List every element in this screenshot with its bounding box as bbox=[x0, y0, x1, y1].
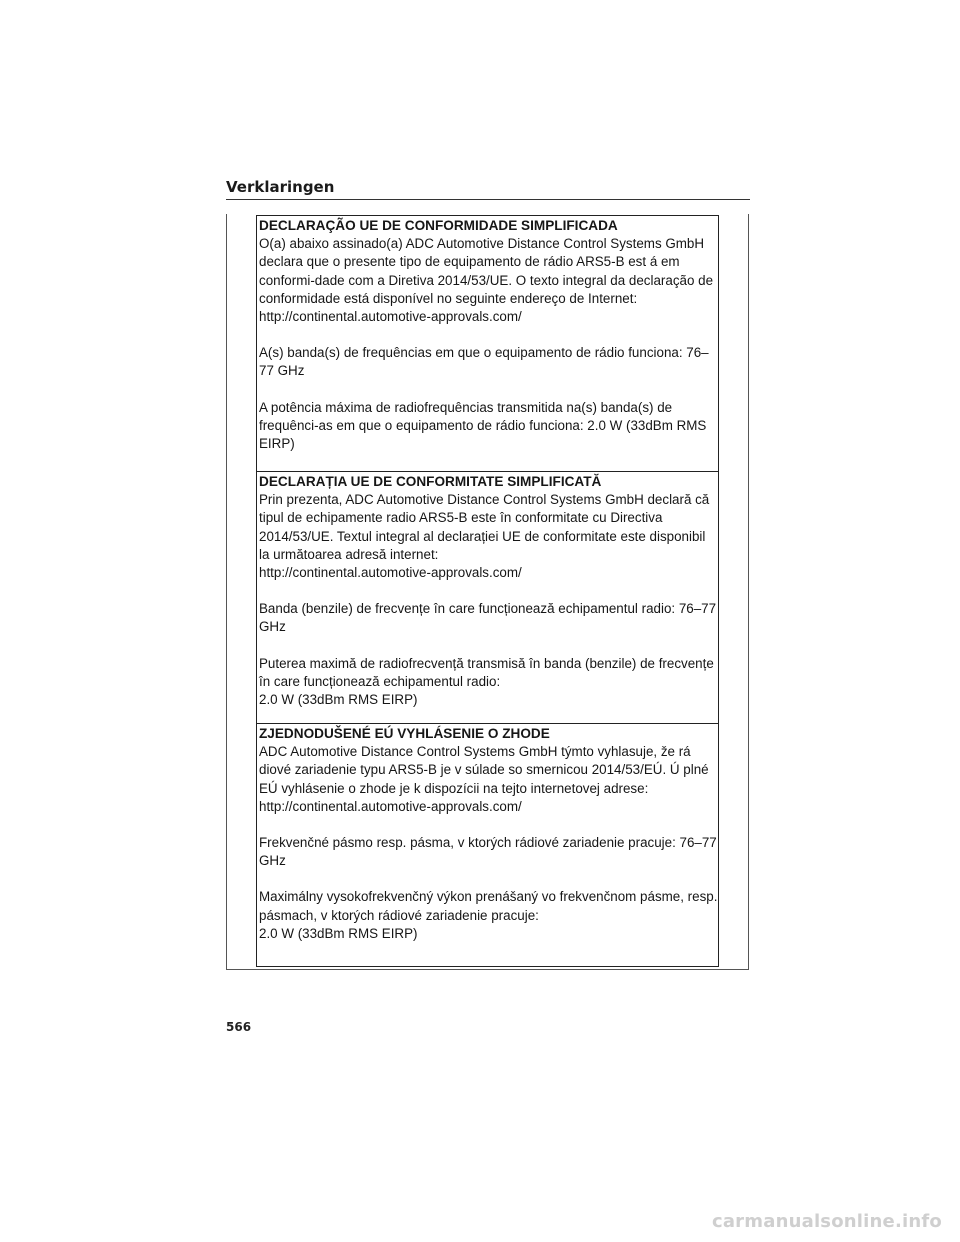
declarations-box bbox=[256, 215, 719, 967]
declaration-power: Puterea maximă de radiofrecvență transmisă în banda (benzile) de frecvențe în care funcționează echipamentul radio: bbox=[259, 655, 714, 689]
watermark: carmanualsonline.info bbox=[711, 1211, 942, 1232]
declaration-heading: DECLARAÇÃO UE DE CONFORMIDADE SIMPLIFICADA bbox=[259, 218, 618, 233]
declaration-bands: A(s) banda(s) de frequências em que o equipamento de rádio funciona: 76–77 GHz bbox=[259, 345, 709, 379]
declaration-body: O(a) abaixo assinado(a) ADC Automotive Distance Control Systems GmbH declara que o presente tipo de equipamento de rádio ARS5-B est á em conformi-dade com a Diretiva 2014/53/UE. O texto integral da declaração de conformidade está disponível no seguinte endereço de Internet: bbox=[259, 236, 714, 306]
declaration-body: Prin prezenta, ADC Automotive Distance Control Systems GmbH declară că tipul de echipamente radio ARS5-B este în conformitate cu Directiva 2014/53/UE. Textul integral al declarației UE de conformitate este disponibil la următoarea adresă internet: bbox=[259, 492, 710, 562]
declaration-url: http://continental.automotive-approvals.com/ bbox=[259, 798, 522, 814]
declaration-body: ADC Automotive Distance Control Systems GmbH týmto vyhlasuje, že rá diové zariadenie typu ARS5-B je v súlade so smernicou 2014/53/EÚ. Ú plné EÚ vyhlásenie o zhode je k dispozícii na tejto internetovej adrese: bbox=[259, 744, 709, 796]
declaration-portuguese bbox=[257, 216, 718, 471]
section-title: Verklaringen bbox=[226, 178, 335, 196]
declaration-url: http://continental.automotive-approvals.com/ bbox=[259, 565, 522, 581]
declaration-romanian bbox=[257, 471, 718, 723]
declaration-power: A potência máxima de radiofrequências transmitida na(s) banda(s) de frequênci-as em que o equipamento de rádio funciona: 2.0 W (33dBm RMS EIRP) bbox=[259, 399, 707, 452]
declaration-power: Maximálny vysokofrekvenčný výkon prenášaný vo frekvenčnom pásme, resp. pásmach, v ktorých rádiové zariadenie pracuje: bbox=[259, 889, 718, 923]
title-divider bbox=[226, 199, 750, 200]
declaration-bands: Frekvenčné pásmo resp. pásma, v ktorých rádiové zariadenie pracuje: 76–77 GHz bbox=[259, 835, 717, 869]
page-number: 566 bbox=[226, 1020, 252, 1034]
declaration-power-value: 2.0 W (33dBm RMS EIRP) bbox=[259, 692, 418, 708]
declaration-heading: ZJEDNODUŠENÉ EÚ VYHLÁSENIE O ZHODE bbox=[259, 726, 550, 741]
declaration-url: http://continental.automotive-approvals.com/ bbox=[259, 309, 522, 325]
declaration-bands: Banda (benzile) de frecvențe în care funcționează echipamentul radio: 76–77 GHz bbox=[259, 601, 717, 635]
declaration-heading: DECLARAȚIA UE DE CONFORMITATE SIMPLIFICATĂ bbox=[259, 474, 602, 489]
declaration-slovak bbox=[257, 723, 718, 966]
declaration-power-value: 2.0 W (33dBm RMS EIRP) bbox=[259, 925, 418, 941]
